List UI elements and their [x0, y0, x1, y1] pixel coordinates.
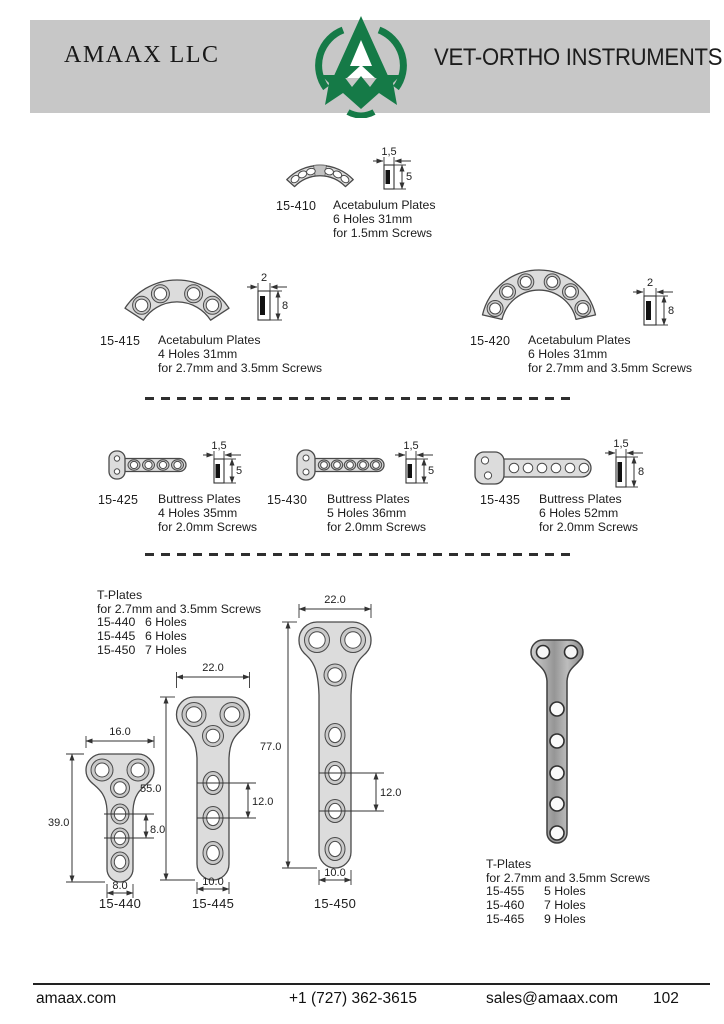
product-spec: 6 Holes 52mm [539, 505, 619, 520]
item-code: 15-455 [486, 884, 525, 899]
product-name: Buttress Plates [158, 492, 241, 506]
cs-height-label: 5 [406, 171, 413, 183]
tplate-photo [524, 637, 590, 849]
dim-top: 22.0 [202, 662, 224, 674]
cs-width-label: 1,5 [613, 438, 629, 450]
cross-section-icon [244, 272, 290, 330]
tplates-right-list [486, 858, 650, 927]
footer-phone: +1 (727) 362-3615 [289, 990, 417, 1007]
cs-width-label: 2 [646, 277, 654, 289]
product-description [158, 334, 322, 376]
product-spec: 4 Holes 35mm [158, 505, 238, 520]
product-code: 15-430 [267, 493, 308, 507]
item-holes: 6 Holes [145, 615, 187, 630]
cs-height-label: 8 [638, 466, 645, 478]
product-spec: 6 Holes 31mm [333, 211, 413, 226]
tplate-15-450-technical-drawing [256, 590, 408, 908]
acetabulum-plate-15-420-drawing [478, 264, 600, 332]
footer-page-number: 102 [653, 990, 679, 1007]
cs-width-label: 2 [260, 272, 268, 284]
footer-website: amaax.com [36, 990, 117, 1007]
product-spec: 5 Holes 36mm [327, 505, 407, 520]
cross-section-icon [392, 440, 436, 494]
product-code: 15-435 [480, 493, 521, 507]
item-holes: 9 Holes [544, 911, 586, 926]
cross-section-icon [200, 440, 244, 494]
item-code: 15-445 [97, 629, 136, 644]
product-description [333, 199, 436, 241]
cross-section-icon [630, 277, 676, 335]
tplates-item [486, 885, 650, 899]
dashed-divider [145, 553, 577, 556]
product-description [539, 493, 638, 535]
product-screws: for 2.0mm Screws [327, 519, 427, 534]
product-screws: for 2.7mm and 3.5mm Screws [528, 360, 693, 375]
acetabulum-plate-15-415-drawing [122, 276, 232, 334]
product-screws: for 2.0mm Screws [539, 519, 639, 534]
dashed-divider [145, 397, 577, 400]
product-description [528, 334, 692, 376]
dim-bottom: 10.0 [202, 876, 224, 888]
amaax-logo-icon [314, 14, 408, 118]
acetabulum-plate-15-410-drawing [286, 158, 354, 194]
tplates-item [97, 644, 261, 658]
cross-section-icon [370, 146, 414, 200]
dim-spacing: 12.0 [380, 787, 402, 799]
product-description [158, 493, 257, 535]
item-code: 15-450 [97, 642, 136, 657]
tplates-title: T-Plates [486, 857, 532, 871]
product-screws: for 2.0mm Screws [158, 519, 258, 534]
cs-height-label: 8 [282, 300, 289, 312]
product-screws: for 1.5mm Screws [333, 225, 433, 240]
product-name: Acetabulum Plates [528, 333, 631, 347]
footer-rule [33, 983, 710, 985]
dim-spacing: 8.0 [150, 824, 166, 836]
item-code: 15-460 [486, 898, 525, 913]
product-code: 15-415 [100, 334, 141, 348]
buttress-plate-15-430-drawing [296, 449, 386, 481]
tplates-subtitle: for 2.7mm and 3.5mm Screws [486, 870, 651, 885]
dim-top: 16.0 [109, 726, 131, 738]
tplates-item [97, 616, 261, 630]
dim-height: 77.0 [260, 741, 282, 753]
drawing-label: 15-440 [98, 896, 142, 911]
tplates-subtitle: for 2.7mm and 3.5mm Screws [97, 601, 262, 616]
tplates-item [486, 913, 650, 927]
tplates-left-list [97, 589, 261, 658]
dim-top: 22.0 [324, 594, 346, 606]
footer-email: sales@amaax.com [486, 990, 619, 1007]
product-name: Acetabulum Plates [158, 333, 261, 347]
cs-width-label: 1,5 [211, 440, 227, 452]
product-name: Acetabulum Plates [333, 198, 436, 212]
dim-bottom: 8.0 [112, 880, 128, 892]
dim-height: 39.0 [48, 817, 70, 829]
product-description [327, 493, 426, 535]
buttress-plate-15-435-drawing [474, 451, 592, 485]
cs-width-label: 1,5 [403, 440, 419, 452]
buttress-plate-15-425-drawing [108, 450, 192, 480]
item-holes: 6 Holes [145, 629, 187, 644]
product-name: Buttress Plates [539, 492, 622, 506]
dim-height: 55.0 [140, 783, 162, 795]
item-holes: 7 Holes [544, 898, 586, 913]
cs-height-label: 8 [668, 305, 675, 317]
page-title: VET-ORTHO INSTRUMENTS [434, 44, 723, 71]
product-spec: 6 Holes 31mm [528, 346, 608, 361]
dim-spacing: 12.0 [252, 796, 274, 808]
product-name: Buttress Plates [327, 492, 410, 506]
tplates-title: T-Plates [97, 588, 143, 602]
item-holes: 5 Holes [544, 884, 586, 899]
cs-width-label: 1,5 [381, 146, 397, 158]
item-code: 15-440 [97, 615, 136, 630]
cs-height-label: 5 [236, 465, 243, 477]
product-code: 15-420 [470, 334, 511, 348]
cs-height-label: 5 [428, 465, 435, 477]
logo-bottom-arc [348, 112, 374, 115]
logo-m-star [321, 75, 401, 109]
tplates-item [97, 630, 261, 644]
item-code: 15-465 [486, 911, 525, 926]
product-code: 15-425 [98, 493, 139, 507]
product-spec: 4 Holes 31mm [158, 346, 238, 361]
item-holes: 7 Holes [145, 642, 187, 657]
drawing-label: 15-445 [191, 896, 235, 911]
product-screws: for 2.7mm and 3.5mm Screws [158, 360, 323, 375]
tplates-item [486, 899, 650, 913]
dim-bottom: 10.0 [324, 867, 346, 879]
company-name: AMAAX LLC [64, 42, 220, 68]
product-code: 15-410 [276, 199, 317, 213]
drawing-label: 15-450 [313, 896, 357, 911]
cross-section-icon [602, 438, 646, 496]
